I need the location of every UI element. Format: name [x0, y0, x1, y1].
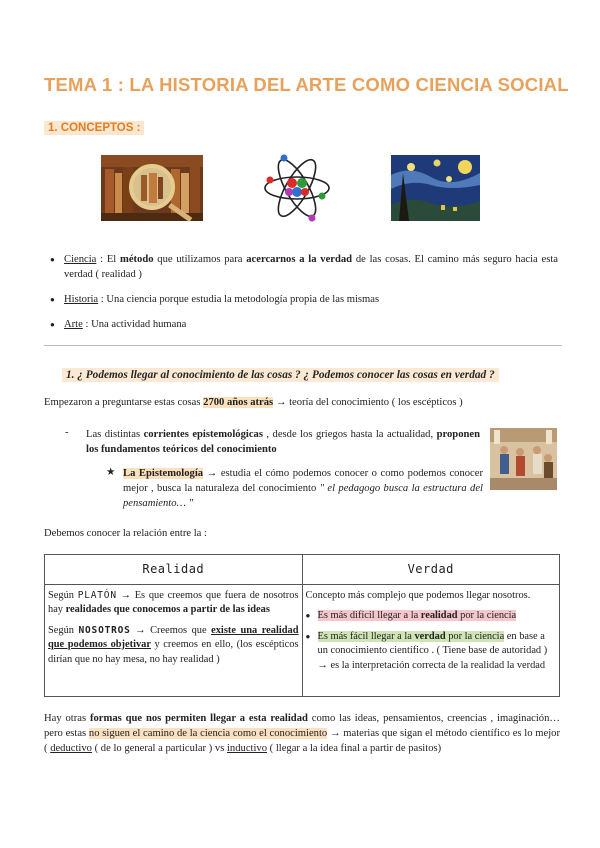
text: → teoría del conocimiento ( los escépticos )	[273, 397, 463, 408]
platon-text	[48, 589, 299, 618]
question-heading: 1. ¿ Podemos llegar al conocimiento de las cosas ? ¿ Podemos conocer las cosas en verdad ?	[62, 368, 499, 382]
list-item-historia	[50, 292, 558, 307]
intro-paragraph	[44, 397, 463, 408]
underlined-text: deductivo	[50, 743, 92, 754]
text: de las cosas. El camino más seguro hacia esta verdad ( realidad )	[64, 254, 558, 280]
verdad-intro: Concepto más complejo que podemos llegar nosotros.	[305, 589, 531, 601]
realidad-cell	[45, 584, 303, 696]
text: por la ciencia	[445, 630, 505, 642]
bold-text: realidades que conocemos a partir de las ideas	[65, 604, 270, 615]
bold-text: verdad	[414, 630, 446, 642]
text: Según	[48, 589, 78, 601]
bold-text: existe una realidad que podemos objetivar	[48, 624, 299, 650]
text: ( de lo general a particular ) vs	[91, 743, 227, 754]
bold-text: proponen los fundamentos teóricos del conocimiento	[86, 429, 480, 455]
term-arte: Arte	[64, 319, 83, 330]
bold-text: corrientes epistemológicas	[143, 429, 263, 440]
quote-text: " el pedagogo busca la estructura del pensamiento… "	[123, 483, 483, 509]
dash-marker: -	[65, 427, 69, 438]
name-platon: PLATÓN	[77, 589, 117, 601]
bold-text: realidad	[420, 610, 458, 621]
bold-text: formas que nos permiten llegar a esta realidad	[89, 713, 308, 724]
table-row	[45, 584, 560, 696]
text: Es más fácil llegar a la	[317, 630, 415, 642]
text: → estudia el cómo podemos conocer o como podemos conocer mejor , busca la naturaleza del conocimiento	[123, 468, 483, 494]
text: : El	[96, 254, 120, 265]
text: : Una ciencia porque estudia la metodología propia de las mismas	[98, 294, 380, 305]
magnifying-glass-image	[101, 155, 203, 221]
name-nosotros: NOSOTROS	[78, 624, 131, 636]
underlined-text: inductivo	[226, 743, 268, 754]
nosotros-text	[48, 624, 299, 668]
header-realidad: Realidad	[45, 555, 303, 585]
highlight-text: no siguen el camino de la ciencia como el conocimiento	[88, 728, 328, 739]
text: como las ideas, pensamientos, creencias , imaginación… pero estas	[44, 713, 560, 739]
highlight-text: 2700 años atrás	[203, 397, 274, 408]
verdad-bullet-1	[306, 609, 557, 624]
term-ciencia: Ciencia	[64, 254, 97, 265]
bold-text: método	[120, 254, 154, 265]
text: Empezaron a preguntarse estas cosas	[44, 397, 204, 408]
text: en base a un conocimiento científico . ( Tiene base de autoridad ) → es la interpretación correcta de la realidad la verdad	[317, 630, 548, 671]
text: : Una actividad humana	[82, 319, 187, 330]
closing-paragraph	[44, 711, 560, 756]
header-verdad: Verdad	[302, 555, 560, 585]
text: , desde los griegos hasta la actualidad,	[262, 429, 437, 440]
table-header-row	[45, 555, 560, 585]
star-icon: ★	[106, 467, 116, 478]
section-heading: 1. CONCEPTOS :	[44, 121, 144, 135]
text: Hay otras	[44, 713, 90, 724]
text: → Creemos que	[130, 624, 212, 636]
text: Según	[48, 624, 79, 636]
starry-night-image	[391, 155, 480, 221]
text: que utilizamos para	[153, 254, 247, 265]
divider	[44, 345, 562, 346]
text: → Es que creemos que fuera de nosotros hay	[48, 589, 299, 615]
atom-image	[262, 150, 332, 225]
relacion-paragraph: Debemos conocer la relación entre la :	[44, 528, 207, 539]
term-historia: Historia	[64, 294, 99, 305]
verdad-cell	[302, 584, 560, 696]
concept-list	[50, 252, 558, 340]
text: Es más difícil llegar a la	[317, 610, 421, 621]
realidad-verdad-table	[44, 554, 560, 697]
philosophers-image	[490, 428, 557, 490]
text: por la ciencia	[457, 610, 517, 621]
bold-text: acercarnos a la verdad	[246, 254, 353, 265]
verdad-bullet-2	[306, 630, 557, 674]
text: y creemos en ello, (los escépticos dirían que no hay mesa, no hay realidad )	[48, 639, 299, 665]
bold-text: La Epistemología	[123, 468, 204, 479]
epistemologia-paragraph	[123, 466, 483, 511]
page-title: TEMA 1 : LA HISTORIA DEL ARTE COMO CIENCIA SOCIAL	[44, 74, 569, 95]
list-item-ciencia	[50, 252, 558, 282]
text: → materias que sigan el método científico es lo mejor (	[44, 728, 560, 754]
text: Las distintas	[86, 429, 144, 440]
text: ( llegar a la idea final a partir de pasitos)	[267, 743, 442, 754]
list-item-arte	[50, 317, 558, 332]
corrientes-paragraph	[86, 427, 480, 457]
